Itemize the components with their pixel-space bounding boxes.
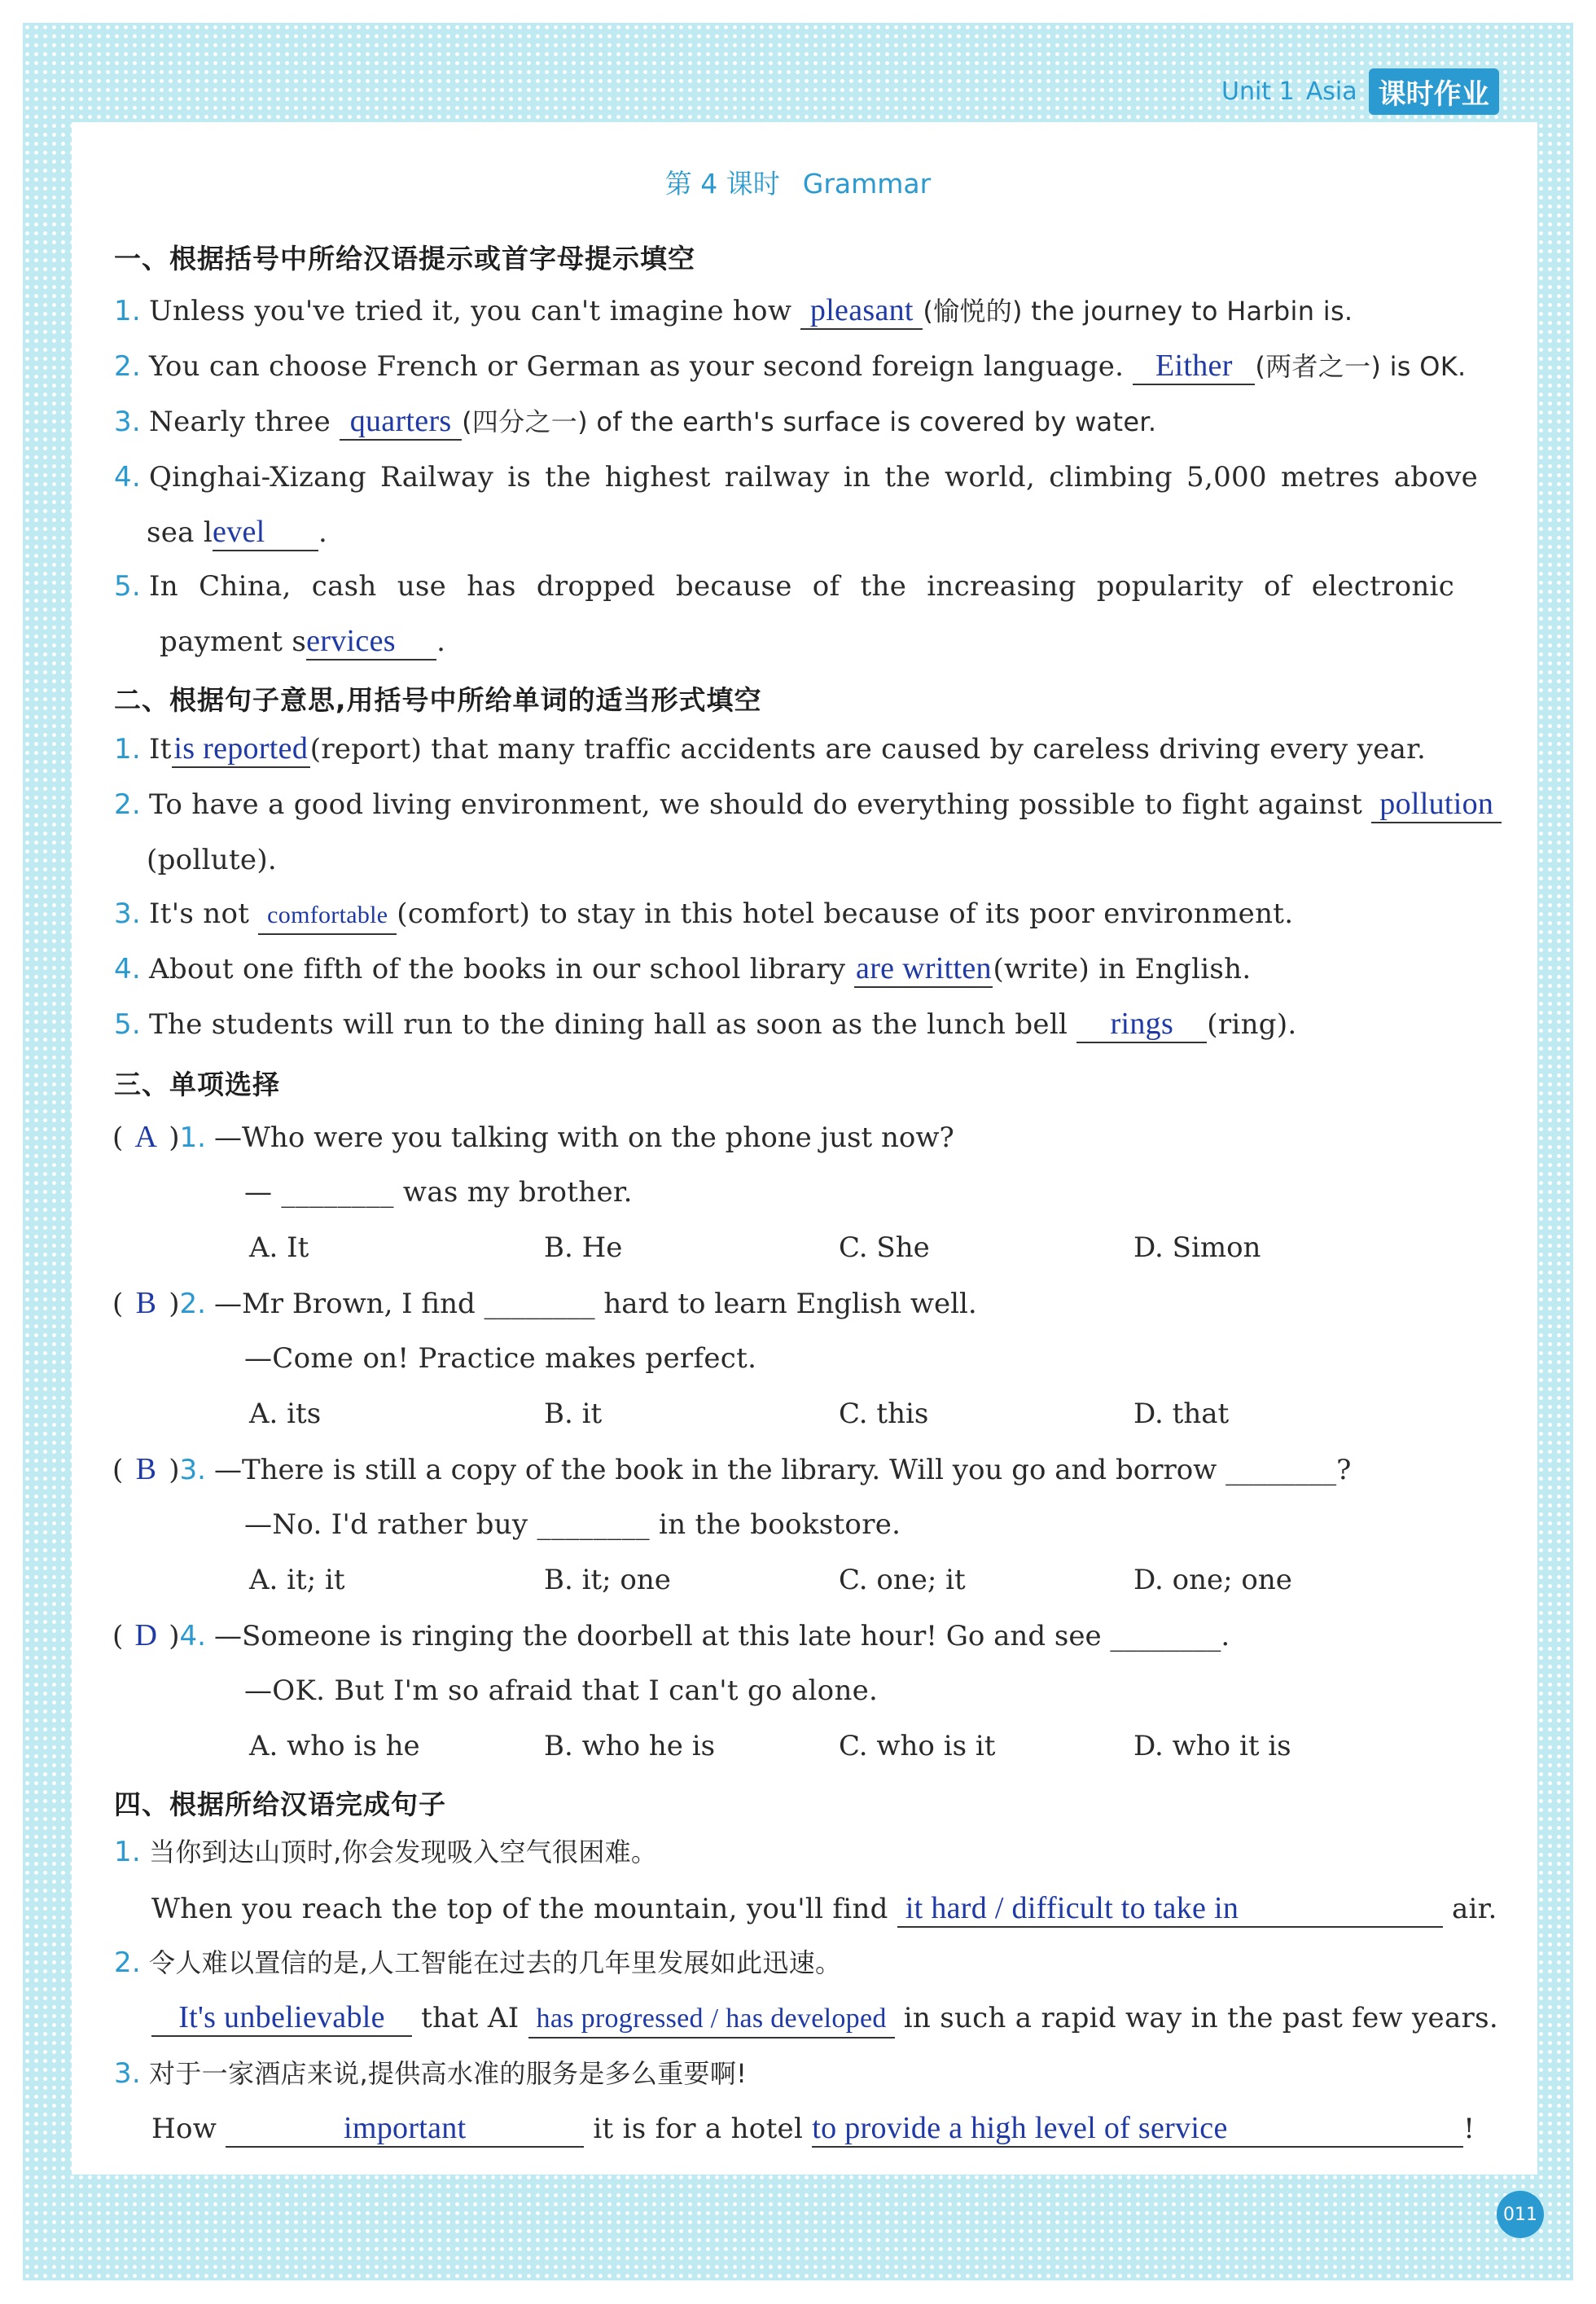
s2-question-3 bbox=[114, 894, 1293, 935]
s2-question-2-cont bbox=[147, 840, 277, 880]
mc-option[interactable]: D. Simon bbox=[1133, 1231, 1261, 1264]
answer-blank[interactable]: has progressed / has developed bbox=[528, 2001, 895, 2038]
chinese-prompt: 对于一家酒店来说,提供高水准的服务是多么重要啊! bbox=[149, 2058, 748, 2089]
mc-option[interactable]: B. it; one bbox=[544, 1564, 671, 1596]
mc-option[interactable]: C. this bbox=[839, 1398, 929, 1430]
page-number: 011 bbox=[1497, 2191, 1544, 2238]
s2-question-1 bbox=[114, 730, 1426, 769]
s4-question-2 bbox=[151, 1999, 1498, 2038]
s2-question-2 bbox=[114, 785, 1502, 824]
question-text: (四分之一) of the earth's surface is covered by water. bbox=[462, 406, 1157, 437]
brand-badge: 课时作业 bbox=[1369, 68, 1499, 115]
question-text: —There is still a copy of the book in the library. Will you go and borrow ________? bbox=[213, 1454, 1352, 1486]
question-text: payment s bbox=[160, 625, 307, 658]
answer-blank[interactable]: It's unbelievable bbox=[151, 1999, 412, 2037]
question-number: 1. bbox=[114, 1836, 142, 1868]
s4-question-3 bbox=[151, 2109, 1475, 2148]
answer-blank[interactable]: ervices bbox=[306, 623, 436, 660]
question-number: 1. bbox=[114, 295, 142, 327]
lesson-title bbox=[0, 163, 1596, 201]
question-number: 3. bbox=[114, 406, 142, 438]
mc-option[interactable]: B. it bbox=[544, 1398, 603, 1430]
mc-option[interactable]: C. She bbox=[839, 1231, 930, 1264]
question-text: that AI bbox=[421, 2002, 520, 2034]
lesson-topic: Grammar bbox=[802, 168, 932, 200]
mc-response-1: — ________ was my brother. bbox=[244, 1176, 633, 1209]
s1-question-4 bbox=[114, 458, 1478, 497]
question-text: It's not bbox=[149, 897, 250, 930]
s1-question-2 bbox=[114, 347, 1466, 386]
chinese-prompt: 令人难以置信的是,人工智能在过去的几年里发展如此迅速。 bbox=[149, 1947, 842, 1978]
question-text: —Someone is ringing the doorbell at this late hour! Go and see ________. bbox=[213, 1620, 1230, 1652]
mc-option[interactable]: A. It bbox=[249, 1231, 309, 1264]
mc-option[interactable]: C. one; it bbox=[839, 1564, 966, 1596]
question-text: To have a good living environment, we should do everything possible to fight against bbox=[149, 788, 1363, 821]
question-number: 5. bbox=[114, 570, 142, 603]
mc-option[interactable]: D. that bbox=[1133, 1398, 1230, 1430]
section-1-title: 一、根据括号中所给汉语提示或首字母提示填空 bbox=[114, 243, 695, 274]
section-3-title: 三、单项选择 bbox=[114, 1069, 280, 1100]
s1-question-1 bbox=[114, 292, 1353, 331]
mc-response-4: —OK. But I'm so afraid that I can't go alone. bbox=[244, 1674, 879, 1707]
mc-question-2: ( B )2. —Mr Brown, I find ________ hard to learn English well. bbox=[112, 1284, 977, 1323]
mc-option[interactable]: B. He bbox=[544, 1231, 623, 1264]
answer-blank[interactable]: important bbox=[226, 2110, 584, 2148]
question-text: air. bbox=[1451, 1893, 1497, 1925]
question-text: (两者之一) is OK. bbox=[1255, 351, 1467, 382]
question-number: 2. bbox=[114, 788, 142, 821]
question-text: sea l bbox=[147, 516, 213, 549]
s2-question-4 bbox=[114, 950, 1251, 989]
answer-blank[interactable]: is reported bbox=[172, 731, 310, 768]
question-text: (comfort) to stay in this hotel because of its poor environment. bbox=[397, 897, 1294, 930]
question-text: Nearly three bbox=[149, 406, 331, 438]
question-number: 3. bbox=[114, 897, 142, 930]
mc-option[interactable]: A. its bbox=[249, 1398, 322, 1430]
mc-answer[interactable]: D bbox=[134, 1618, 157, 1652]
question-text: The students will run to the dining hall as soon as the lunch bell bbox=[149, 1008, 1068, 1041]
question-text: . bbox=[436, 625, 446, 658]
mc-option[interactable]: A. who is he bbox=[249, 1730, 420, 1762]
unit-label: Unit 1 bbox=[1221, 77, 1295, 106]
s4-question-1-cn bbox=[114, 1832, 657, 1872]
mc-question-1: ( A )1. —Who were you talking with on the phone just now? bbox=[112, 1117, 954, 1157]
question-text: in such a rapid way in the past few years. bbox=[903, 2002, 1498, 2034]
mc-answer[interactable]: B bbox=[135, 1452, 156, 1486]
answer-blank[interactable]: pleasant bbox=[800, 292, 923, 330]
mc-option[interactable]: D. one; one bbox=[1133, 1564, 1292, 1596]
mc-option[interactable]: B. who he is bbox=[544, 1730, 716, 1762]
question-number: 4. bbox=[114, 461, 142, 494]
mc-option[interactable]: D. who it is bbox=[1133, 1730, 1291, 1762]
question-number: 2. bbox=[114, 350, 142, 383]
header-tag bbox=[1221, 68, 1499, 114]
question-text: How bbox=[151, 2113, 217, 2145]
s4-question-3-cn bbox=[114, 2054, 747, 2093]
answer-blank[interactable]: evel bbox=[213, 514, 318, 551]
question-text: (report) that many traffic accidents are caused by careless driving every year. bbox=[309, 733, 1427, 766]
question-text: In China, cash use has dropped because of the increasing popularity of electronic bbox=[149, 570, 1455, 603]
question-text: (write) in English. bbox=[993, 953, 1252, 985]
lesson-label: 第 4 课时 bbox=[664, 168, 780, 200]
question-number: 4. bbox=[179, 1620, 206, 1652]
question-text: —Who were you talking with on the phone just now? bbox=[213, 1121, 954, 1154]
answer-blank[interactable]: quarters bbox=[340, 403, 462, 441]
s4-question-2-cn bbox=[114, 1943, 841, 1982]
s1-question-5-cont bbox=[160, 622, 445, 661]
question-text: When you reach the top of the mountain, you'll find bbox=[151, 1893, 888, 1925]
s2-question-5 bbox=[114, 1005, 1297, 1044]
question-number: 2. bbox=[114, 1946, 142, 1979]
question-text: . bbox=[318, 516, 328, 549]
question-number: 3. bbox=[179, 1454, 206, 1486]
question-text: About one fifth of the books in our school library bbox=[149, 953, 846, 985]
question-number: 1. bbox=[114, 733, 142, 766]
question-text: it is for a hotel bbox=[593, 2113, 804, 2145]
mc-answer[interactable]: A bbox=[134, 1120, 157, 1154]
question-text: Qinghai-Xizang Railway is the highest railway in the world, climbing 5,000 metres above bbox=[149, 461, 1479, 494]
question-number: 5. bbox=[114, 1008, 142, 1041]
question-text: It bbox=[149, 733, 172, 766]
question-text: (pollute). bbox=[147, 844, 278, 876]
question-text: ! bbox=[1463, 2113, 1475, 2145]
question-text: (愉悦的) the journey to Harbin is. bbox=[923, 296, 1353, 327]
mc-answer[interactable]: B bbox=[135, 1286, 156, 1320]
question-text: You can choose French or German as your second foreign language. bbox=[149, 350, 1125, 383]
section-2-title: 二、根据句子意思,用括号中所给单词的适当形式填空 bbox=[114, 684, 762, 716]
question-text: —Mr Brown, I find ________ hard to learn English well. bbox=[213, 1288, 977, 1320]
question-number: 1. bbox=[179, 1121, 206, 1154]
answer-blank[interactable]: comfortable bbox=[258, 897, 397, 935]
chinese-prompt: 当你到达山顶时,你会发现吸入空气很困难。 bbox=[149, 1837, 658, 1867]
mc-question-3: ( B )3. —There is still a copy of the book in the library. Will you go and borrow ________? bbox=[112, 1450, 1351, 1490]
question-number: 2. bbox=[179, 1288, 206, 1320]
section-4-title: 四、根据所给汉语完成句子 bbox=[114, 1788, 446, 1820]
answer-blank[interactable]: Either bbox=[1133, 348, 1255, 385]
s1-question-5 bbox=[114, 567, 1454, 606]
question-text: (ring). bbox=[1207, 1008, 1297, 1041]
answer-blank[interactable]: to provide a high level of service bbox=[812, 2110, 1463, 2148]
s4-question-1 bbox=[151, 1889, 1497, 1929]
answer-blank[interactable]: rings bbox=[1076, 1006, 1207, 1043]
mc-question-4: ( D )4. —Someone is ringing the doorbell at this late hour! Go and see ________. bbox=[112, 1616, 1230, 1656]
s1-question-3 bbox=[114, 402, 1156, 441]
answer-blank[interactable]: are written bbox=[854, 950, 993, 988]
question-text: Unless you've tried it, you can't imagine how bbox=[149, 295, 792, 327]
mc-option[interactable]: C. who is it bbox=[839, 1730, 996, 1762]
question-number: 3. bbox=[114, 2057, 142, 2090]
answer-blank[interactable]: pollution bbox=[1371, 786, 1502, 823]
mc-response-3: —No. I'd rather buy ________ in the bookstore. bbox=[244, 1508, 901, 1541]
answer-blank[interactable]: it hard / difficult to take in bbox=[897, 1890, 1443, 1928]
mc-response-2: —Come on! Practice makes perfect. bbox=[244, 1342, 757, 1375]
question-number: 4. bbox=[114, 953, 142, 985]
topic-label: Asia bbox=[1305, 77, 1357, 106]
mc-option[interactable]: A. it; it bbox=[249, 1564, 345, 1596]
s1-question-4-cont bbox=[147, 513, 327, 552]
